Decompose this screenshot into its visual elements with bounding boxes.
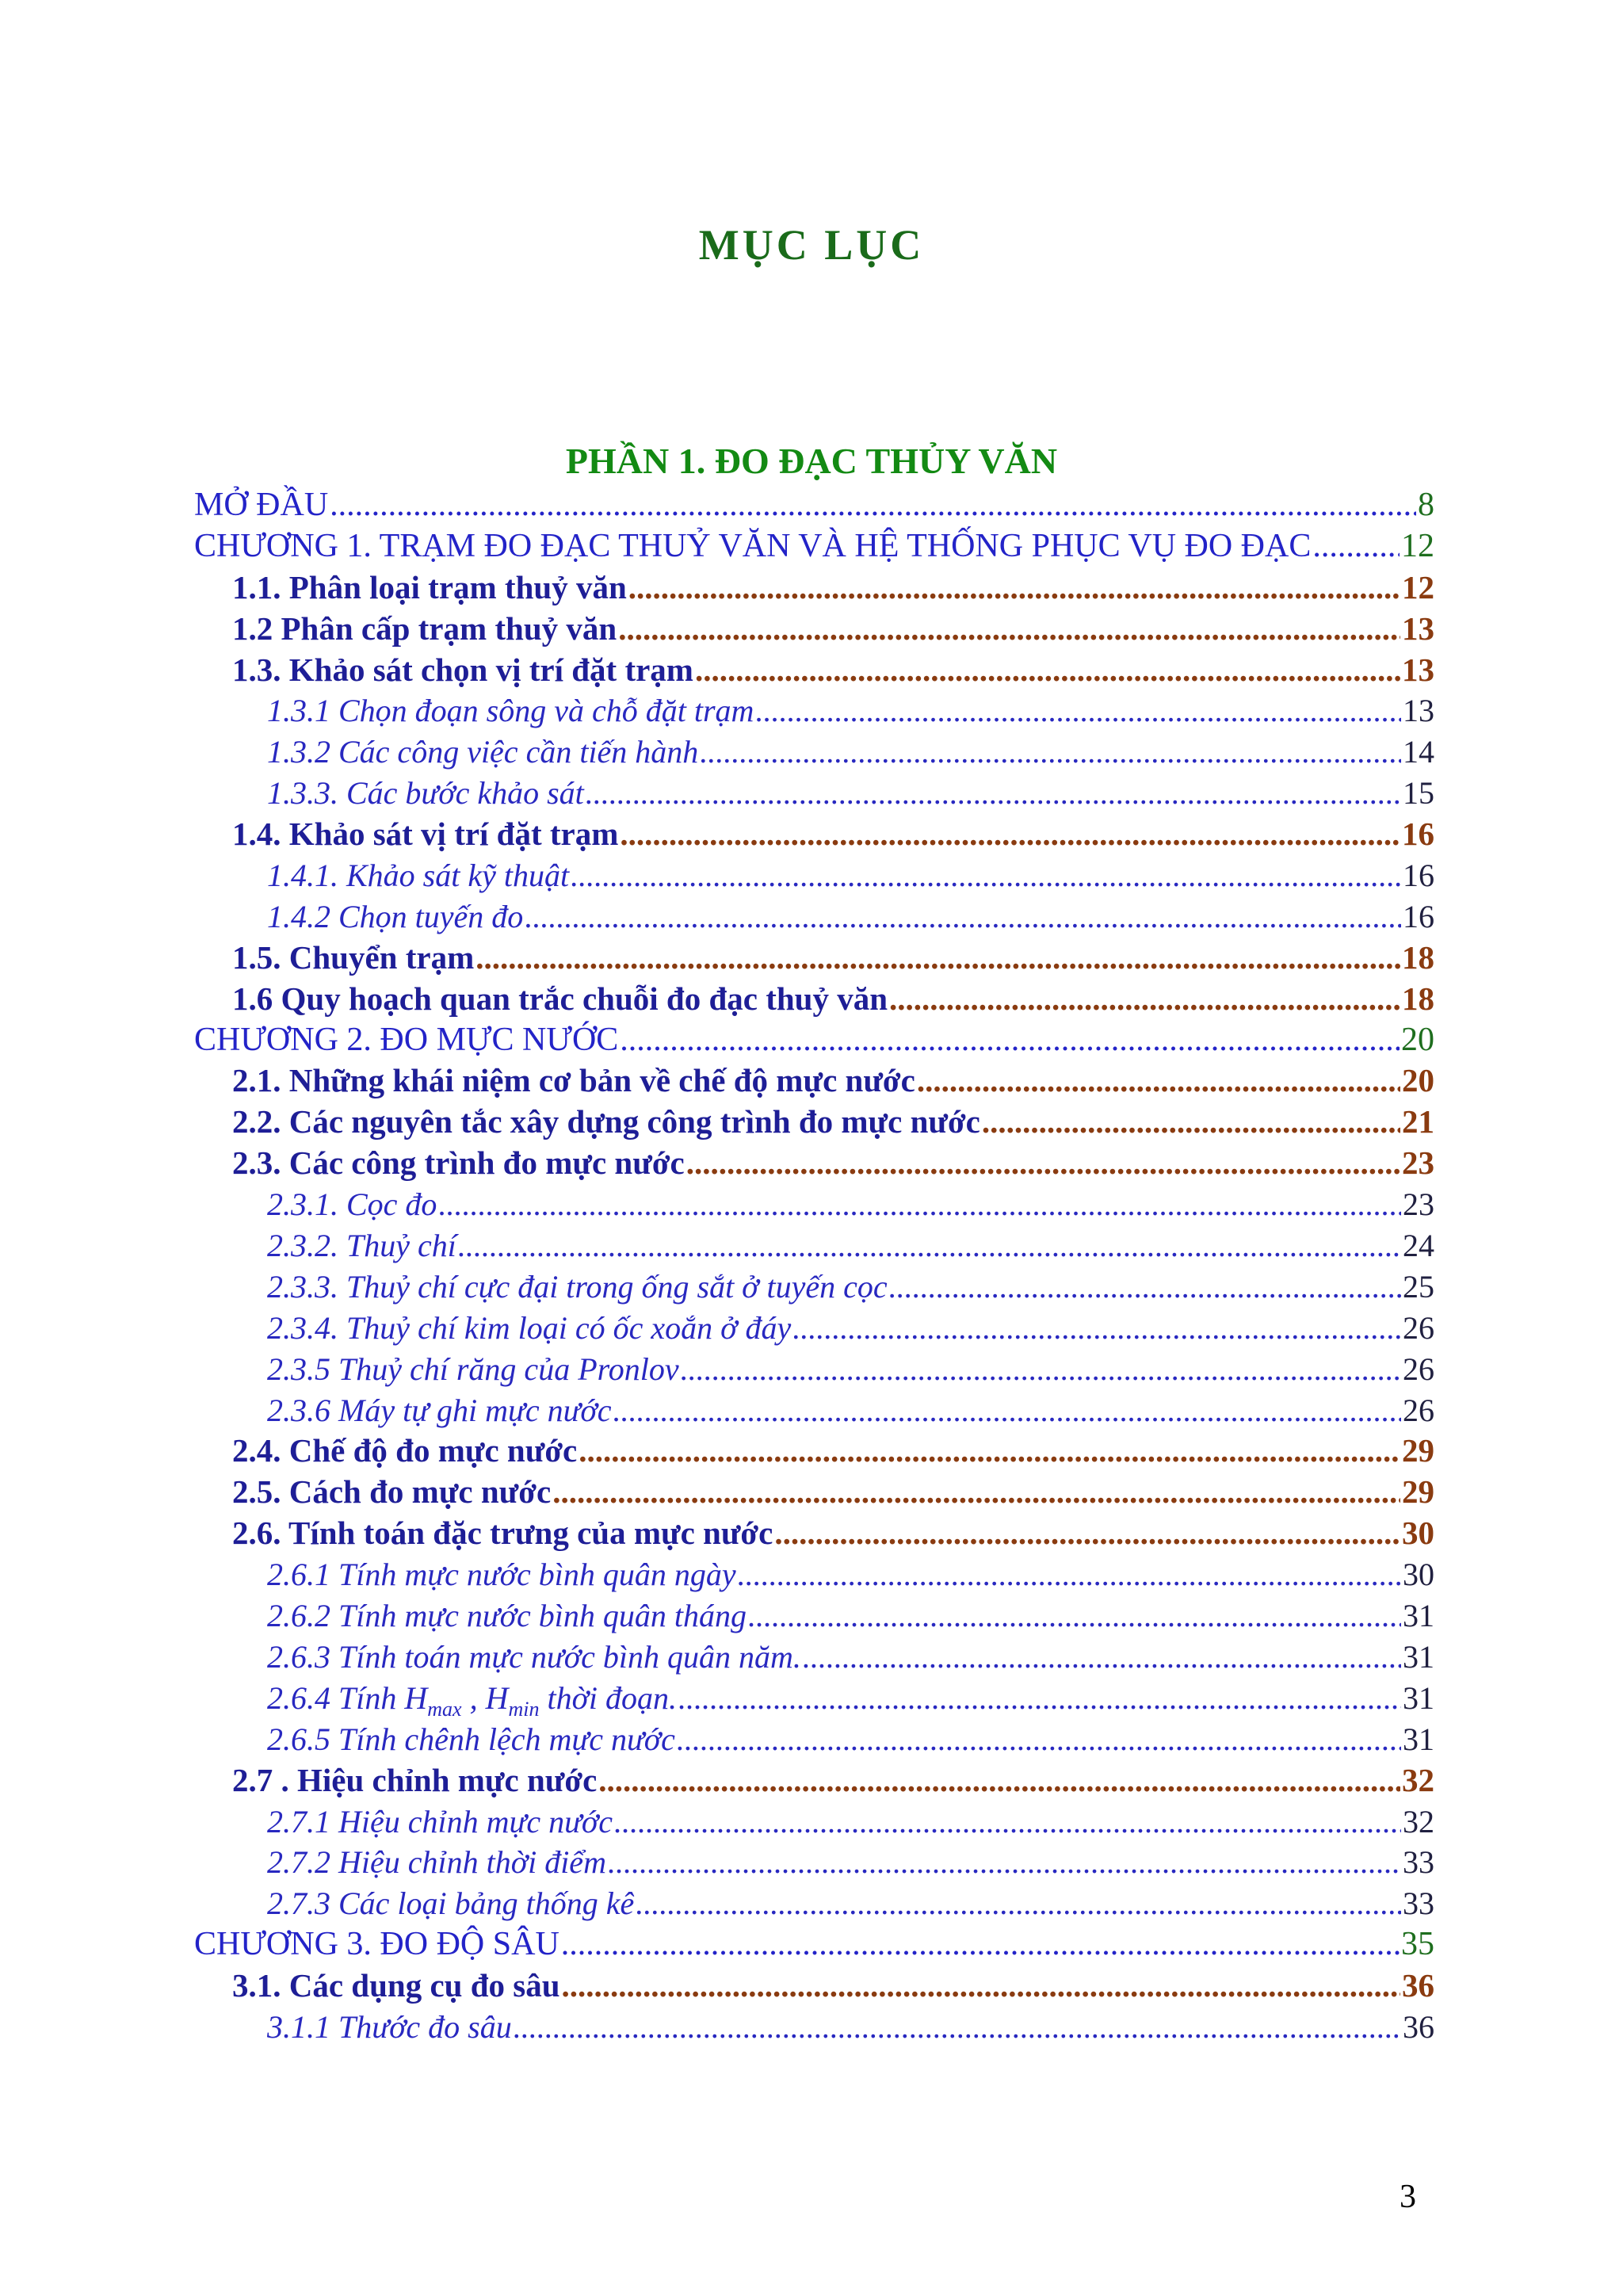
dot-leader	[792, 1308, 1401, 1349]
dot-leader	[438, 1184, 1401, 1225]
toc-entry-label: 2.7.2 Hiệu chỉnh thời điểm	[267, 1844, 606, 1881]
dot-leader	[686, 1143, 1400, 1184]
toc-entry-label: 2.1. Những khái niệm cơ bản về chế độ mực nước	[232, 1062, 915, 1099]
toc-entry-label: 2.6.3 Tính toán mực nước bình quân năm.	[267, 1638, 801, 1675]
toc-entry-label: 2.7 . Hiệu chỉnh mực nước	[232, 1761, 598, 1798]
toc-entry-page: 30	[1402, 1515, 1434, 1552]
dot-leader	[608, 1842, 1401, 1883]
dot-leader	[774, 1513, 1400, 1554]
toc-entry-label: 2.4. Chế độ đo mực nước	[232, 1432, 578, 1469]
toc-entry-page: 33	[1403, 1885, 1434, 1922]
dot-leader	[678, 1678, 1401, 1719]
dot-leader	[330, 485, 1416, 526]
toc-entry-label: 2.7.3 Các loại bảng thống kê	[267, 1885, 635, 1922]
toc-entry-label: 1.6 Quy hoạch quan trắc chuỗi đo đạc thuỷ văn	[232, 980, 888, 1017]
toc-entry[interactable]	[194, 896, 1434, 938]
toc-entry-page: 13	[1403, 693, 1434, 729]
toc-entry[interactable]	[194, 1883, 1434, 1924]
dot-leader	[614, 1801, 1401, 1843]
toc-entry[interactable]	[194, 650, 1434, 691]
toc-entry[interactable]	[194, 1020, 1434, 1061]
dot-leader	[700, 732, 1401, 773]
table-of-contents	[194, 485, 1434, 2048]
toc-entry-page: 36	[1403, 2008, 1434, 2045]
toc-entry-page: 13	[1402, 609, 1434, 647]
toc-entry-label: 2.3.6 Máy tự ghi mực nước	[267, 1392, 612, 1428]
toc-entry-label: 1.2 Phân cấp trạm thuỷ văn	[232, 609, 617, 647]
toc-entry-label: 2.7.1 Hiệu chỉnh mực nước	[267, 1803, 613, 1839]
toc-entry-page: 20	[1401, 1021, 1434, 1058]
dot-leader	[579, 1431, 1400, 1472]
toc-entry[interactable]	[194, 690, 1434, 732]
toc-entry[interactable]	[194, 2007, 1434, 2048]
toc-entry-page: 29	[1402, 1432, 1434, 1469]
toc-entry-label: 2.3.5 Thuỷ chí răng của Pronlov	[267, 1350, 679, 1387]
dot-leader	[681, 1349, 1401, 1390]
toc-entry[interactable]	[194, 1184, 1434, 1225]
toc-entry-label: 2.6.5 Tính chênh lệch mực nước	[267, 1721, 675, 1757]
toc-entry-label: MỞ ĐẦU	[194, 487, 329, 523]
toc-entry[interactable]	[194, 1513, 1434, 1554]
dot-leader	[982, 1102, 1400, 1143]
toc-entry-label: CHƯƠNG 2. ĐO MỰC NƯỚC	[194, 1021, 619, 1058]
toc-entry-page: 23	[1403, 1186, 1434, 1223]
toc-entry-page: 32	[1402, 1761, 1434, 1798]
toc-entry[interactable]	[194, 814, 1434, 855]
toc-entry-page: 12	[1401, 527, 1434, 564]
toc-entry[interactable]	[194, 1143, 1434, 1184]
toc-entry-label: 1.1. Phân loại trạm thuỷ văn	[232, 568, 627, 606]
toc-entry[interactable]	[194, 1060, 1434, 1102]
dot-leader	[917, 1060, 1400, 1102]
toc-entry-label: 2.6. Tính toán đặc trưng của mực nước	[232, 1515, 773, 1552]
toc-entry-label: 1.5. Chuyển trạm	[232, 938, 475, 976]
toc-entry-label: 2.3.2. Thuỷ chí	[267, 1228, 456, 1264]
toc-entry-page: 26	[1403, 1392, 1434, 1428]
dot-leader	[620, 814, 1400, 855]
toc-entry-page: 30	[1403, 1557, 1434, 1593]
dot-leader	[889, 979, 1400, 1020]
toc-entry-label: CHƯƠNG 3. ĐO ĐỘ SÂU	[194, 1926, 559, 1963]
toc-entry[interactable]	[194, 732, 1434, 773]
toc-entry-label: 1.3.1 Chọn đoạn sông và chỗ đặt trạm	[267, 693, 754, 729]
toc-entry-label: 2.6.4 Tính $H_{max}$ , $H_{min}$ thời đoạn.	[267, 1679, 678, 1719]
toc-entry[interactable]	[194, 1390, 1434, 1431]
toc-entry[interactable]	[194, 773, 1434, 814]
dot-leader	[1312, 526, 1400, 567]
dot-leader	[803, 1637, 1401, 1678]
toc-entry[interactable]	[194, 1308, 1434, 1349]
toc-entry-label: 2.2. Các nguyên tắc xây dựng công trình đo mực nước	[232, 1103, 980, 1140]
dot-leader	[598, 1760, 1400, 1801]
toc-entry-page: 13	[1402, 651, 1434, 688]
dot-leader	[618, 609, 1400, 650]
dot-leader	[525, 896, 1401, 938]
toc-entry-label: 3.1.1 Thước đo sâu	[267, 2008, 512, 2045]
toc-entry-label: 1.3.2 Các công việc cần tiến hành	[267, 734, 699, 770]
toc-entry-page: 29	[1402, 1473, 1434, 1511]
toc-entry-page: 18	[1402, 980, 1434, 1017]
toc-entry-label: 1.4.1. Khảo sát kỹ thuật	[267, 858, 570, 894]
dot-leader	[475, 938, 1400, 979]
toc-entry-page: 31	[1403, 1598, 1434, 1634]
toc-entry-page: 21	[1402, 1103, 1434, 1140]
dot-leader	[695, 650, 1400, 691]
toc-entry[interactable]	[194, 1966, 1434, 2007]
toc-entry[interactable]	[194, 938, 1434, 979]
toc-entry-page: 8	[1418, 487, 1434, 523]
toc-entry[interactable]	[194, 1266, 1434, 1308]
toc-entry[interactable]	[194, 1842, 1434, 1883]
dot-leader	[562, 1966, 1400, 2007]
dot-leader	[677, 1719, 1401, 1760]
toc-entry-page: 31	[1403, 1721, 1434, 1757]
page-number: 3	[1400, 2179, 1416, 2215]
toc-entry[interactable]	[194, 1678, 1434, 1719]
toc-entry-page: 15	[1403, 775, 1434, 812]
toc-entry-page: 16	[1402, 816, 1434, 853]
toc-entry-page: 16	[1403, 858, 1434, 894]
toc-entry[interactable]	[194, 1637, 1434, 1678]
dot-leader	[561, 1924, 1400, 1966]
dot-leader	[748, 1595, 1401, 1637]
dot-leader	[613, 1390, 1402, 1431]
dot-leader	[458, 1225, 1401, 1266]
page-title: MỤC LỤC	[698, 221, 925, 269]
toc-entry-page: 31	[1403, 1638, 1434, 1675]
toc-entry-label: 1.3.3. Các bước khảo sát	[267, 775, 584, 812]
toc-entry-page: 32	[1403, 1803, 1434, 1839]
toc-entry[interactable]	[194, 609, 1434, 650]
toc-entry[interactable]	[194, 1349, 1434, 1390]
toc-entry[interactable]	[194, 1431, 1434, 1472]
dot-leader	[586, 773, 1401, 814]
toc-entry[interactable]	[194, 1225, 1434, 1266]
toc-entry-page: 16	[1403, 898, 1434, 934]
dot-leader	[628, 567, 1400, 609]
toc-entry-page: 12	[1402, 568, 1434, 606]
toc-entry[interactable]	[194, 567, 1434, 609]
toc-entry[interactable]	[194, 1760, 1434, 1801]
toc-entry-label: 2.6.1 Tính mực nước bình quân ngày	[267, 1557, 736, 1593]
toc-entry-label: 2.3.3. Thuỷ chí cực đại trong ống sắt ở tuyến cọc	[267, 1268, 888, 1305]
toc-entry[interactable]	[194, 1719, 1434, 1760]
toc-entry[interactable]	[194, 485, 1434, 526]
toc-entry[interactable]	[194, 1924, 1434, 1966]
toc-entry-label: 1.3. Khảo sát chọn vị trí đặt trạm	[232, 651, 693, 688]
dot-leader	[620, 1020, 1400, 1061]
toc-entry-page: 25	[1403, 1268, 1434, 1305]
toc-entry-label: 2.5. Cách đo mực nước	[232, 1473, 552, 1511]
toc-entry[interactable]	[194, 1801, 1434, 1843]
dot-leader	[636, 1883, 1401, 1924]
dot-leader	[889, 1266, 1401, 1308]
toc-entry-label: 3.1. Các dụng cụ đo sâu	[232, 1967, 560, 2004]
toc-entry[interactable]	[194, 1472, 1434, 1513]
part-title: PHẦN 1. ĐO ĐẠC THỦY VĂN	[565, 441, 1058, 481]
toc-entry-page: 26	[1403, 1309, 1434, 1346]
dot-leader	[738, 1554, 1401, 1595]
toc-entry-label: 2.3. Các công trình đo mực nước	[232, 1144, 685, 1182]
toc-entry-page: 31	[1403, 1679, 1434, 1716]
toc-entry-page: 26	[1403, 1350, 1434, 1387]
toc-entry-page: 18	[1402, 938, 1434, 976]
toc-entry[interactable]	[194, 1554, 1434, 1595]
toc-entry-label: 2.3.4. Thuỷ chí kim loại có ốc xoắn ở đáy	[267, 1309, 792, 1346]
toc-entry[interactable]	[194, 1595, 1434, 1637]
toc-entry-label: 2.3.1. Cọc đo	[267, 1186, 437, 1223]
toc-entry-label: CHƯƠNG 1. TRẠM ĐO ĐẠC THUỶ VĂN VÀ HỆ THỐNG PHỤC VỤ ĐO ĐẠC	[194, 527, 1312, 564]
toc-entry-page: 20	[1402, 1062, 1434, 1099]
toc-entry-label: 1.4. Khảo sát vị trí đặt trạm	[232, 816, 619, 853]
dot-leader	[552, 1472, 1400, 1513]
toc-entry[interactable]	[194, 1102, 1434, 1143]
toc-entry[interactable]	[194, 855, 1434, 896]
toc-entry[interactable]	[194, 526, 1434, 567]
dot-leader	[514, 2007, 1401, 2048]
toc-entry-page: 14	[1403, 734, 1434, 770]
toc-entry[interactable]	[194, 979, 1434, 1020]
toc-entry-page: 24	[1403, 1228, 1434, 1264]
toc-entry-page: 23	[1402, 1144, 1434, 1182]
toc-entry-label: 1.4.2 Chọn tuyến đo	[267, 898, 524, 934]
dot-leader	[755, 690, 1401, 732]
toc-entry-page: 33	[1403, 1844, 1434, 1881]
toc-entry-label: 2.6.2 Tính mực nước bình quân tháng	[267, 1598, 747, 1634]
toc-entry-page: 36	[1402, 1967, 1434, 2004]
dot-leader	[571, 855, 1401, 896]
toc-entry-page: 35	[1401, 1926, 1434, 1963]
